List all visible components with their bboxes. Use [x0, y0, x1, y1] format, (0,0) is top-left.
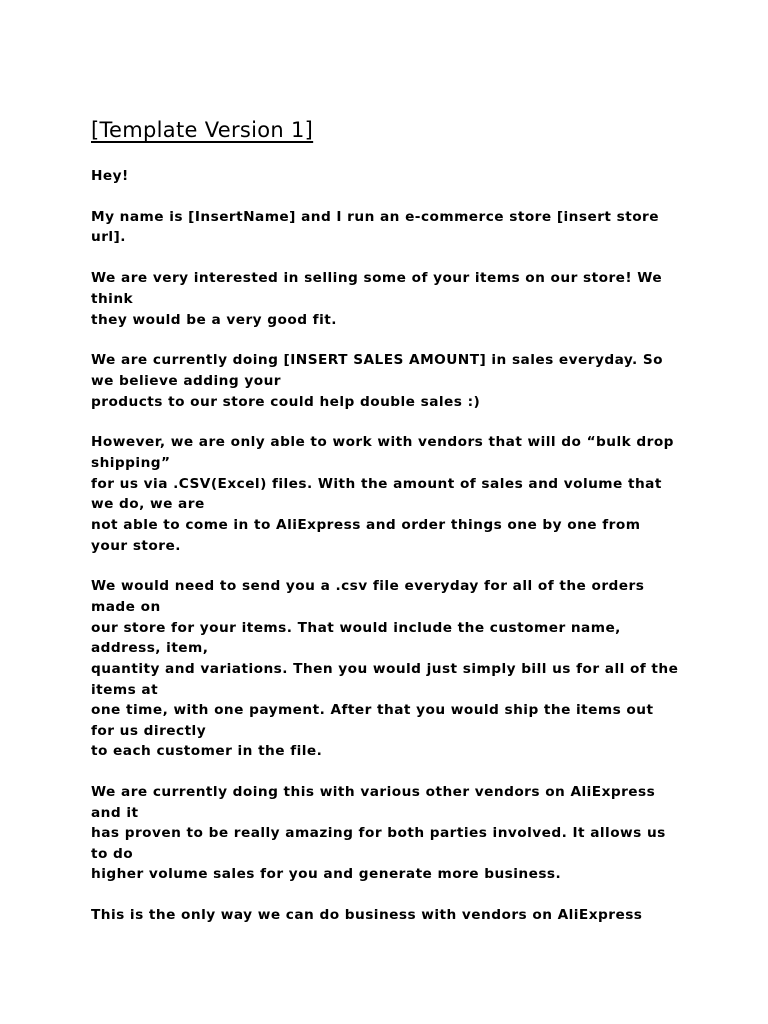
text-line: My name is [InsertName] and I run an e-commerce store [insert store [91, 209, 659, 225]
text-line: and it [91, 805, 139, 821]
text-line: We are currently doing this with various other vendors on AliExpress [91, 784, 656, 800]
text-line: higher volume sales for you and generate more business. [91, 866, 562, 882]
text-line: products to our store could help double sales :) [91, 394, 481, 410]
text-line: quantity and variations. Then you would just simply bill us for all of the [91, 661, 679, 677]
text-line: We are very interested in selling some of your items on our store! We [91, 270, 663, 286]
text-line: address, item, [91, 640, 209, 656]
text-line: to each customer in the file. [91, 743, 323, 759]
text-line: our store for your items. That would include the customer name, [91, 620, 621, 636]
text-line: We would need to send you a .csv file everyday for all of the orders [91, 578, 645, 594]
text-line: items at [91, 682, 159, 698]
text-line: for us via .CSV(Excel) files. With the amount of sales and volume that [91, 476, 662, 492]
text-line: we believe adding your [91, 373, 281, 389]
document-title: [Template Version 1] [91, 118, 314, 142]
text-line: Hey! [91, 168, 129, 184]
text-line: However, we are only able to work with vendors that will do “bulk drop [91, 434, 674, 450]
text-line: for us directly [91, 723, 207, 739]
text-line: We are currently doing [INSERT SALES AMOUNT] in sales everyday. So [91, 352, 663, 368]
text-line: think [91, 291, 134, 307]
text-line: url]. [91, 229, 126, 245]
text-line: This is the only way we can do business with vendors on AliExpress [91, 907, 643, 923]
text-line: has proven to be really amazing for both parties involved. It allows us [91, 825, 666, 841]
text-line: to do [91, 846, 134, 862]
text-line: they would be a very good fit. [91, 312, 337, 328]
text-line: we do, we are [91, 496, 205, 512]
text-line: one time, with one payment. After that you would ship the items out [91, 702, 654, 718]
text-line: your store. [91, 538, 181, 554]
text-line: shipping” [91, 455, 171, 471]
text-line: made on [91, 599, 161, 615]
text-line: not able to come in to AliExpress and order things one by one from [91, 517, 641, 533]
